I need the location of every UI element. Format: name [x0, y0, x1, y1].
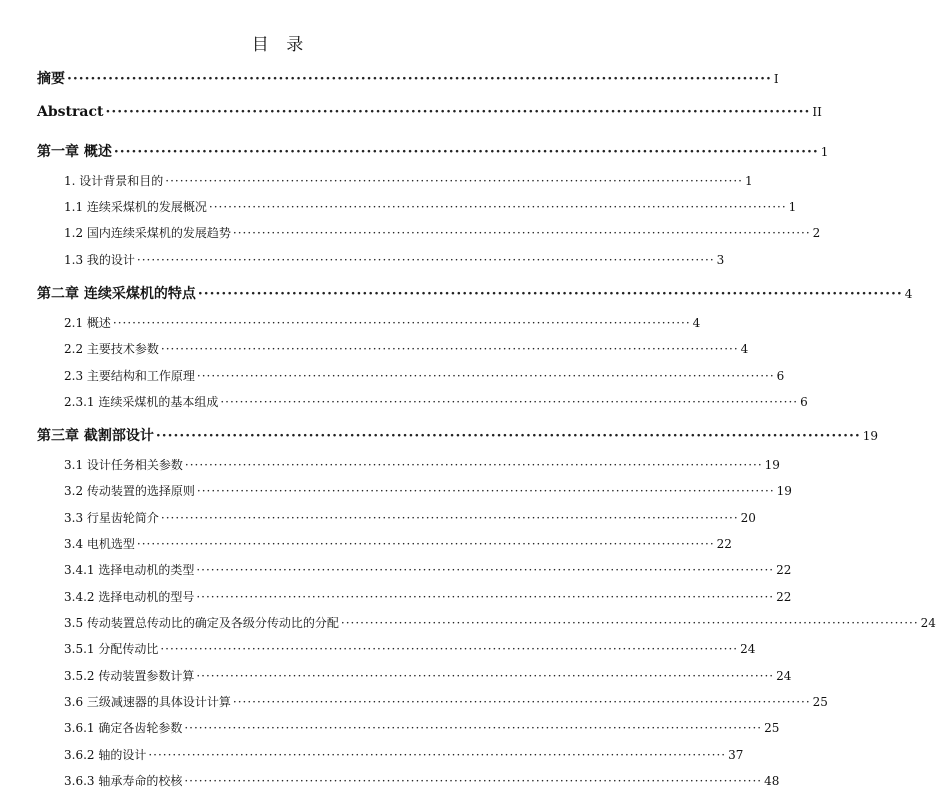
- leader-dots: ························································································································: [197, 286, 903, 302]
- leader-dots: ························································································································: [113, 144, 819, 160]
- leader-dots: ························································································································: [165, 174, 743, 188]
- toc-entry-label: 3.6.3 轴承寿命的校核: [64, 774, 183, 788]
- toc-page-number: 25: [764, 721, 780, 735]
- leader-dots: ························································································································: [67, 71, 772, 87]
- toc-page-number: 19: [776, 484, 792, 498]
- toc-page-number: 3: [716, 253, 725, 267]
- leader-dots: ························································································································: [232, 226, 811, 240]
- leader-dots: ························································································································: [148, 748, 727, 762]
- toc-entry-section[interactable]: [64, 588, 792, 605]
- toc-page-number: 24: [920, 616, 936, 630]
- toc-entry-abstract-cn[interactable]: [37, 68, 779, 88]
- toc-entry-section[interactable]: [64, 482, 792, 499]
- toc-entry-label: 2.1 概述: [64, 316, 111, 330]
- toc-entry-label: 2.3 主要结构和工作原理: [64, 369, 195, 383]
- toc-page-number: 1: [745, 174, 753, 188]
- toc-entry-label: 第二章 连续采煤机的特点: [37, 286, 196, 302]
- toc-page-number: 48: [764, 774, 780, 788]
- toc-entry-label: 3.6.2 轴的设计: [64, 748, 147, 762]
- toc-entry-label: 3.1 设计任务相关参数: [64, 458, 183, 472]
- toc-entry-label: 3.5.1 分配传动比: [64, 642, 159, 656]
- toc-entry-section[interactable]: [64, 172, 753, 189]
- toc-page-number: 4: [692, 316, 701, 330]
- toc-entry-label: 3.4.1 选择电动机的类型: [64, 563, 195, 577]
- leader-dots: ························································································································: [184, 458, 763, 472]
- toc-page-number: I: [773, 72, 779, 86]
- leader-dots: ························································································································: [160, 642, 739, 656]
- toc-entry-label: 3.2 传动装置的选择原则: [64, 484, 195, 498]
- toc-page-number: 4: [740, 342, 749, 356]
- toc-entry-label: 3.4.2 选择电动机的型号: [64, 590, 195, 604]
- toc-entry-label: 摘要: [37, 71, 65, 87]
- toc-page-number: 4: [904, 287, 913, 301]
- toc-page-number: 1: [788, 200, 797, 214]
- toc-page-number: 6: [800, 395, 808, 409]
- toc-entry-section[interactable]: [64, 772, 780, 789]
- leader-dots: ························································································································: [184, 774, 763, 788]
- toc-entry-label: 3.4 电机选型: [64, 537, 135, 551]
- toc-page-number: 24: [776, 669, 792, 683]
- toc-page-number: 25: [812, 695, 828, 709]
- toc-entry-section[interactable]: [64, 456, 780, 473]
- toc-page-number: II: [812, 105, 822, 119]
- toc-entry-label: 第一章 概述: [37, 144, 112, 160]
- toc-entry-section[interactable]: [64, 367, 785, 384]
- toc-entry-section[interactable]: [64, 509, 756, 526]
- leader-dots: ························································································································: [160, 511, 739, 525]
- toc-entry-label: 2.2 主要技术参数: [64, 342, 159, 356]
- toc-page-number: 22: [776, 563, 792, 577]
- leader-dots: ························································································································: [105, 104, 811, 120]
- toc-entry-section[interactable]: [64, 393, 808, 410]
- toc-entry-section[interactable]: [64, 561, 792, 578]
- toc-entry-section[interactable]: [64, 614, 936, 631]
- toc-entry-label: 1. 设计背景和目的: [64, 174, 164, 188]
- toc-entry-label: 2.3.1 连续采煤机的基本组成: [64, 395, 219, 409]
- leader-dots: ························································································································: [160, 342, 739, 356]
- leader-dots: ························································································································: [208, 200, 787, 214]
- toc-entry-label: 3.5 传动装置总传动比的确定及各级分传动比的分配: [64, 616, 339, 630]
- toc-entry-section[interactable]: [64, 224, 821, 241]
- leader-dots: ························································································································: [196, 369, 775, 383]
- toc-page-number: 22: [776, 590, 792, 604]
- toc-entry-label: Abstract: [37, 104, 104, 120]
- toc-entry-label: 3.5.2 传动装置参数计算: [64, 669, 195, 683]
- toc-entry-section[interactable]: [64, 251, 725, 268]
- toc-page-number: 24: [740, 642, 756, 656]
- toc-page-number: 37: [728, 748, 744, 762]
- toc-entry-chapter-1[interactable]: [37, 141, 829, 161]
- leader-dots: ························································································································: [196, 590, 775, 604]
- leader-dots: ························································································································: [340, 616, 919, 630]
- toc-entry-section[interactable]: [64, 340, 749, 357]
- toc-entry-label: 3.6 三级减速器的具体设计计算: [64, 695, 231, 709]
- toc-entry-section[interactable]: [64, 535, 732, 552]
- leader-dots: ························································································································: [196, 669, 775, 683]
- leader-dots: ························································································································: [220, 395, 799, 409]
- toc-entry-section[interactable]: [64, 746, 744, 763]
- leader-dots: ························································································································: [232, 695, 811, 709]
- leader-dots: ························································································································: [196, 484, 775, 498]
- toc-entry-section[interactable]: [64, 640, 756, 657]
- toc-page-number: 19: [764, 458, 780, 472]
- toc-page-number: 20: [740, 511, 756, 525]
- leader-dots: ························································································································: [155, 428, 861, 444]
- toc-entry-label: 3.3 行星齿轮简介: [64, 511, 159, 525]
- toc-entry-chapter-3[interactable]: [37, 425, 879, 445]
- toc-entry-section[interactable]: [64, 198, 797, 215]
- toc-entry-section[interactable]: [64, 693, 828, 710]
- leader-dots: ························································································································: [136, 537, 715, 551]
- toc-entry-chapter-2[interactable]: [37, 283, 913, 303]
- toc-entry-label: 1.3 我的设计: [64, 253, 135, 267]
- toc-page-number: 2: [812, 226, 821, 240]
- toc-entry-section[interactable]: [64, 719, 780, 736]
- toc-entry-label: 1.1 连续采煤机的发展概况: [64, 200, 207, 214]
- leader-dots: ························································································································: [196, 563, 775, 577]
- leader-dots: ························································································································: [136, 253, 715, 267]
- toc-entry-label: 1.2 国内连续采煤机的发展趋势: [64, 226, 231, 240]
- toc-page-number: 6: [776, 369, 785, 383]
- toc-entry-section[interactable]: [64, 667, 792, 684]
- leader-dots: ························································································································: [184, 721, 763, 735]
- page-title: 目 录: [251, 35, 310, 55]
- toc-entry-label: 3.6.1 确定各齿轮参数: [64, 721, 183, 735]
- toc-page-number: 22: [716, 537, 732, 551]
- toc-entry-abstract-en[interactable]: [37, 104, 822, 120]
- toc-entry-label: 第三章 截割部设计: [37, 428, 154, 444]
- toc-entry-section[interactable]: [64, 314, 701, 331]
- toc-page-number: 1: [820, 145, 829, 159]
- leader-dots: ························································································································: [112, 316, 691, 330]
- toc-page-number: 19: [862, 429, 879, 443]
